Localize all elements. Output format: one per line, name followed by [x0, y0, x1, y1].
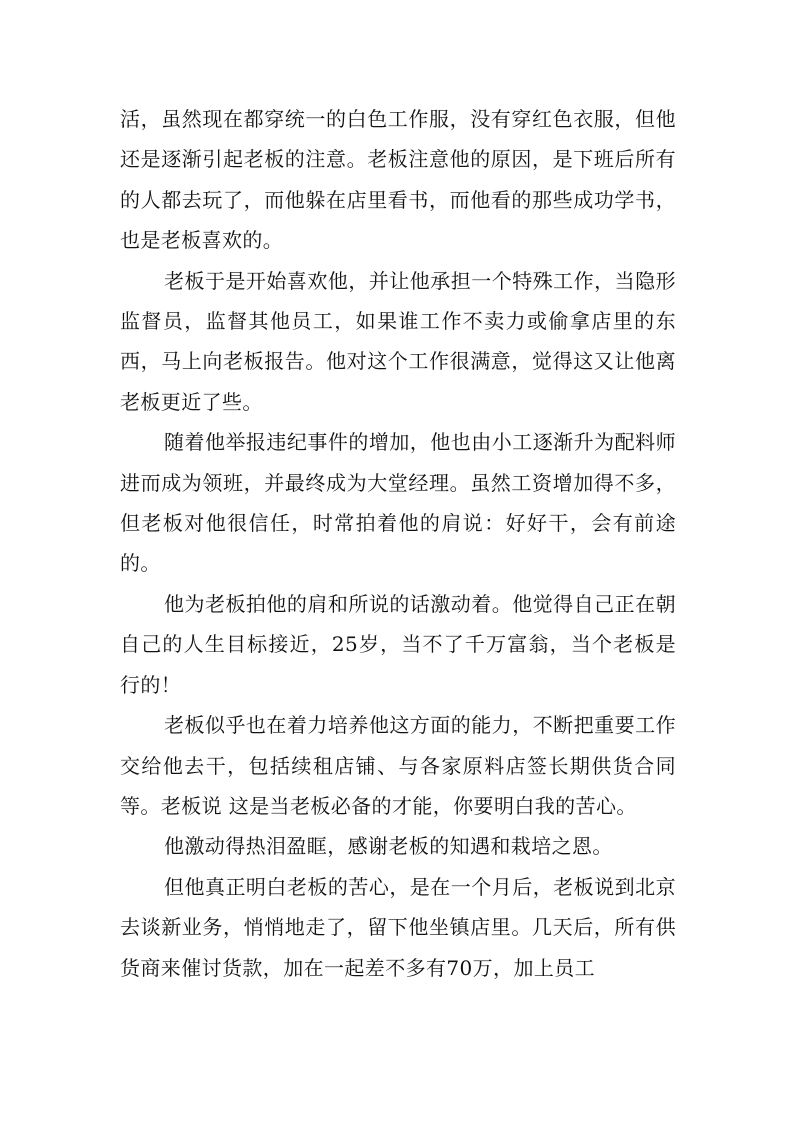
paragraph: 他为老板拍他的肩和所说的话激动着。他觉得自己正在朝自己的人生目标接近，25岁，当不了千万富翁，当个老板是行的！ — [120, 591, 676, 697]
paragraph: 老板于是开始喜欢他，并让他承担一个特殊工作，当隐形监督员，监督其他员工，如果谁工作不卖力或偷拿店里的东西，马上向老板报告。他对这个工作很满意，觉得这又让他离老板更近了些。 — [120, 268, 676, 414]
paragraph: 随着他举报违纪事件的增加，他也由小工逐渐升为配料师进而成为领班，并最终成为大堂经理。虽然工资增加得不多，但老板对他很信任，时常拍着他的肩说：好好干，会有前途的。 — [120, 430, 676, 576]
paragraph-continuation: 活，虽然现在都穿统一的白色工作服，没有穿红色衣服，但他还是逐渐引起老板的注意。老板注意他的原因，是下班后所有的人都去玩了，而他躲在店里看书，而他看的那些成功学书，也是老板喜欢的。 — [120, 107, 676, 253]
body-text — [120, 99, 676, 988]
paragraph: 但他真正明白老板的苦心，是在一个月后，老板说到北京去谈新业务，悄悄地走了，留下他坐镇店里。几天后，所有供货商来催讨货款，加在一起差不多有70万，加上员工 — [120, 874, 676, 980]
paragraph: 他激动得热泪盈眶，感谢老板的知遇和栽培之恩。 — [164, 834, 613, 859]
paragraph: 老板似乎也在着力培养他这方面的能力，不断把重要工作交给他去干，包括续租店铺、与各家原料店签长期供货合同等。老板说 这是当老板必备的才能，你要明白我的苦心。 — [120, 713, 676, 818]
